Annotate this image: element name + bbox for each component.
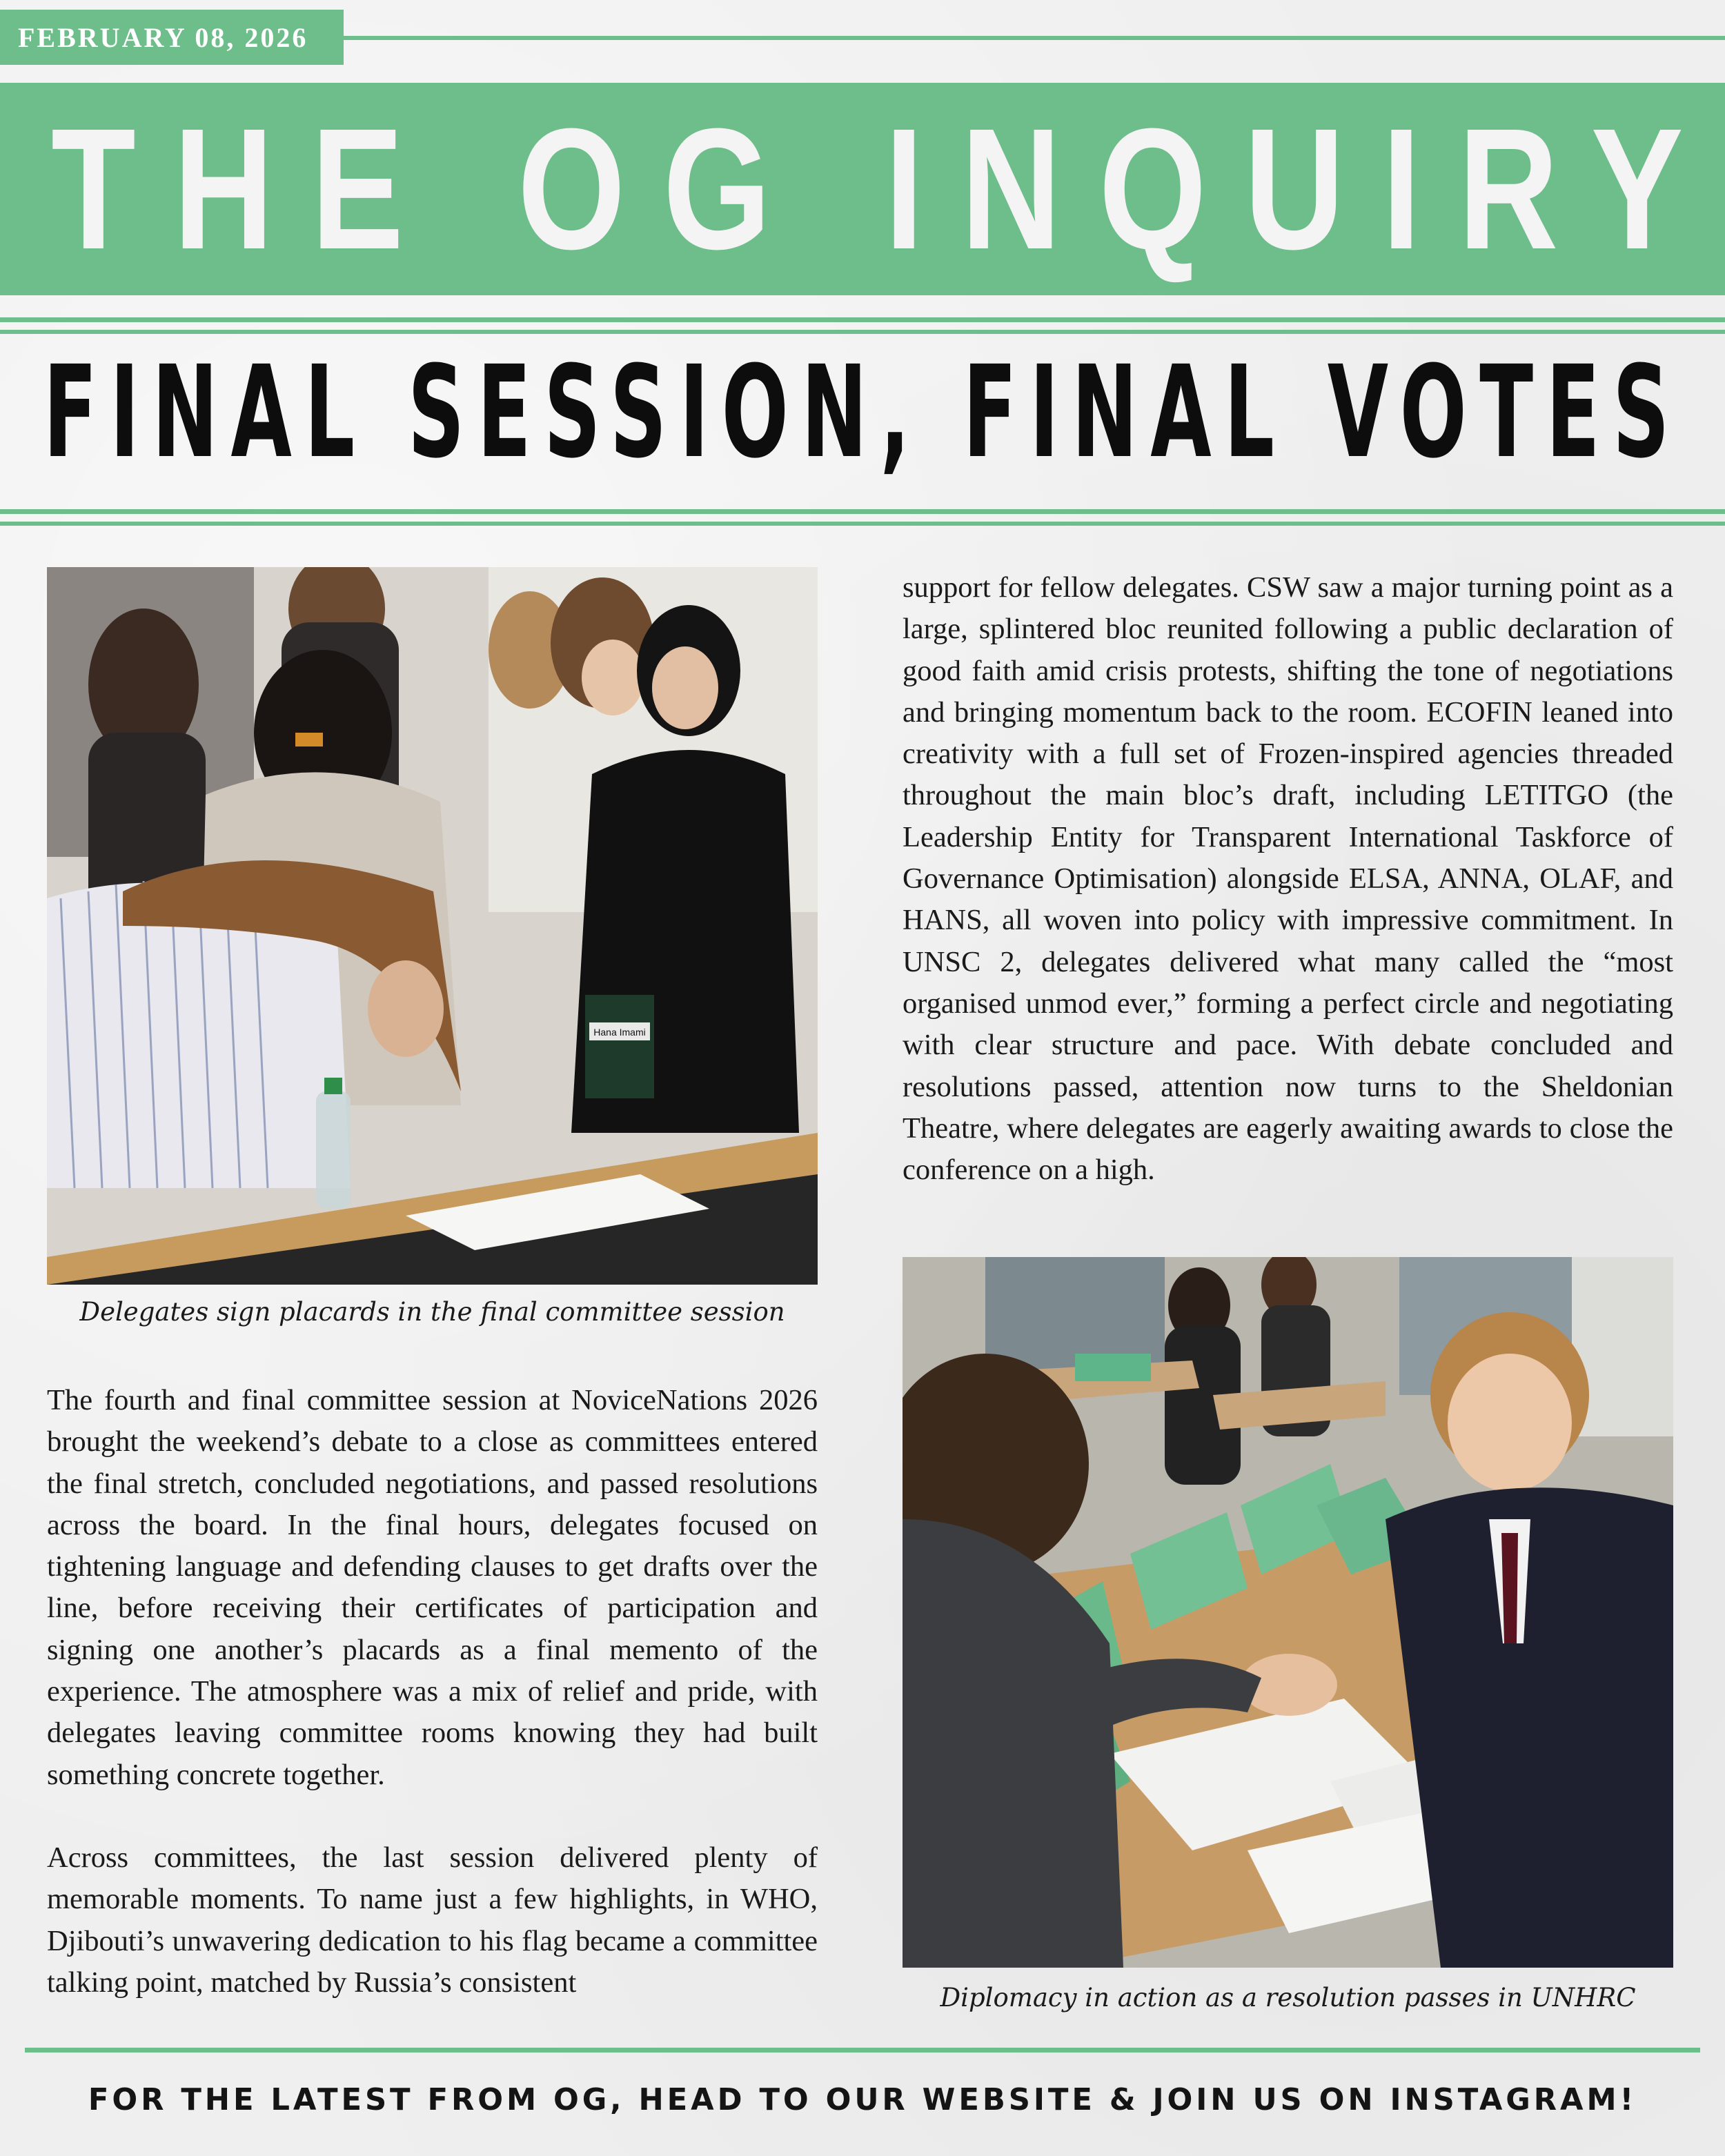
date-rule <box>344 36 1725 40</box>
headline-bottom-rule-1 <box>0 509 1725 514</box>
article-paragraph-1: The fourth and final committee session at NoviceNations 2026 brought the weekend’s debate to a close as committees entered the final stretch, concluded negotiations, and passed resolutions across the board. In the final hours, delegates focused on tightening language and defending clauses to get drafts over the line, before receiving their certificates of participation and signing one another’s placards as a final memento of the experience. The atmosphere was a mix of relief and pride, with delegates leaving committee rooms knowing they had built something concrete together. <box>47 1384 818 1791</box>
footer-callout: FOR THE LATEST FROM OG, HEAD TO OUR WEBSITE & JOIN US ON INSTAGRAM! <box>88 2082 1637 2117</box>
footer-rule <box>25 2048 1700 2053</box>
photo-handshake-image <box>903 1257 1673 1968</box>
article-paragraph-2: Across committees, the last session delivered plenty of memorable moments. To name just a few highlights, in WHO, Djibouti’s unwavering dedication to his flag became a committee talking point, matched by Russia’s consistent <box>47 1841 818 1999</box>
headline-top-rule-2 <box>0 330 1725 334</box>
masthead-title: THE OG INQUIRY <box>50 92 1722 285</box>
headline <box>0 339 1725 486</box>
photo-handshake <box>903 1257 1673 1968</box>
headline-top-rule-1 <box>0 317 1725 322</box>
photo1-caption: Delegates sign placards in the final committee session <box>79 1297 785 1327</box>
date-badge: FEBRUARY 08, 2026 <box>0 10 344 65</box>
badge-name: Hana Imami <box>593 1027 646 1038</box>
photo-delegates-signing-image <box>47 567 818 1285</box>
article-left-column <box>47 1380 818 2004</box>
masthead-banner <box>0 83 1725 295</box>
headline-text: FINAL SESSION, FINAL VOTES <box>43 339 1682 486</box>
article-paragraph-3: support for fellow delegates. CSW saw a major turning point as a large, splintered bloc reunited following a public declaration of good faith amid crisis protests, shifting the tone of negotiations and bringing momentum back to the room. ECOFIN leaned into creativity with a full set of Frozen-inspired agencies threaded throughout the main bloc’s draft, including LETITGO (the Leadership Entity for Transparent International Taskforce of Governance Optimisation) alongside ELSA, ANNA, OLAF, and HANS, all woven into policy with impressive commitment. In UNSC 2, delegates delivered what many called the “most organised unmod ever,” forming a perfect circle and negotiating with clear structure and pace. With debate concluded and resolutions passed, attention now turns to the Sheldonian Theatre, where delegates are eagerly awaiting awards to close the conference on a high. <box>903 571 1673 1187</box>
photo2-caption: Diplomacy in action as a resolution passes in UNHRC <box>940 1983 1636 2012</box>
article-right-column <box>903 567 1673 1191</box>
headline-bottom-rule-2 <box>0 522 1725 526</box>
photo-delegates-signing <box>47 567 818 1285</box>
